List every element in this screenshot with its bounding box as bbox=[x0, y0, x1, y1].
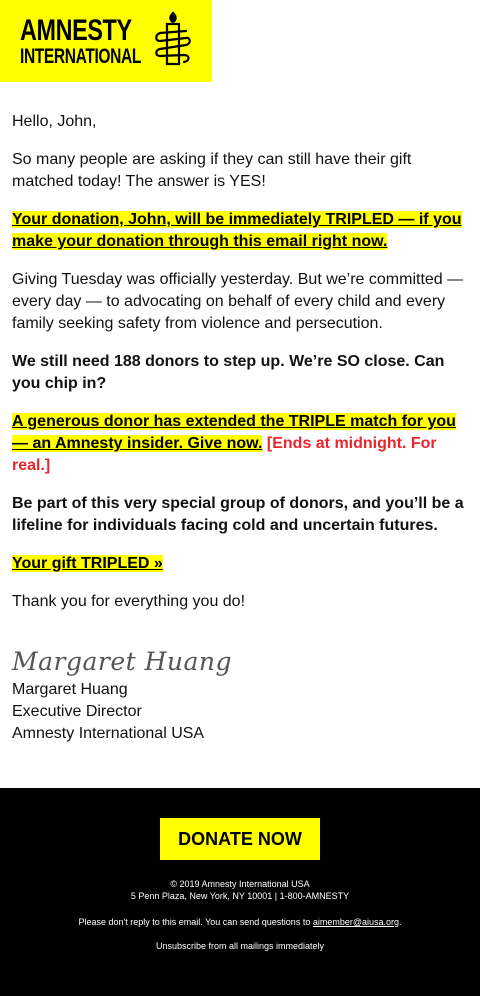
support-email-link[interactable]: aimember@aiusa.org bbox=[312, 917, 400, 927]
logo-text-amnesty: AMNESTY bbox=[20, 14, 132, 47]
footer-copyright: © 2019 Amnesty International USA bbox=[170, 879, 310, 889]
amnesty-logo[interactable] bbox=[0, 0, 212, 82]
greeting: Hello, John, bbox=[12, 113, 97, 130]
deadline-note: [Ends at midnight. For real.] bbox=[12, 435, 437, 474]
candle-in-barbed-wire-icon bbox=[150, 11, 196, 69]
paragraph-giving-tuesday: Giving Tuesday was officially yesterday. But we’re committed — every day — to advocating on behalf of every child and every family seeking safety from violence and persecution. bbox=[12, 271, 464, 332]
signature-block bbox=[12, 679, 468, 745]
link-give-now[interactable]: A generous donor has extended the TRIPLE match for you — an Amnesty insider. Give now. bbox=[12, 413, 456, 452]
paragraph-thank-you: Thank you for everything you do! bbox=[12, 593, 246, 610]
footer-address: 5 Penn Plaza, New York, NY 10001 | 1-800-AMNESTY bbox=[130, 891, 350, 901]
link-gift-tripled[interactable]: Your gift TRIPLED » bbox=[12, 555, 163, 572]
logo-text-international: INTERNATIONAL bbox=[20, 45, 141, 68]
email-footer bbox=[0, 788, 480, 996]
paragraph-lifeline: Be part of this very special group of donors, and you’ll be a lifeline for individuals facing cold and uncertain futures. bbox=[12, 495, 464, 534]
handwritten-signature: Margaret Huang bbox=[12, 647, 233, 676]
email-body bbox=[12, 111, 468, 745]
paragraph-donors-needed: We still need 188 donors to step up. We’re SO close. Can you chip in? bbox=[12, 353, 445, 392]
donate-now-button[interactable]: DONATE NOW bbox=[160, 818, 320, 860]
unsubscribe-link[interactable]: Unsubscribe from all mailings immediately bbox=[155, 941, 325, 951]
paragraph-gift-matched: So many people are asking if they can still have their gift matched today! The answer is YES! bbox=[12, 151, 412, 190]
signer-title: Executive Director bbox=[12, 703, 142, 720]
footer-noreply bbox=[0, 916, 480, 928]
noreply-text: Please don't reply to this email. You can send questions to bbox=[78, 917, 311, 927]
signer-name: Margaret Huang bbox=[12, 681, 128, 698]
signer-organization: Amnesty International USA bbox=[12, 725, 205, 742]
link-donation-tripled[interactable]: Your donation, John, will be immediately TRIPLED — if you make your donation through this email right now. bbox=[12, 211, 462, 250]
noreply-suffix: . bbox=[399, 917, 402, 927]
